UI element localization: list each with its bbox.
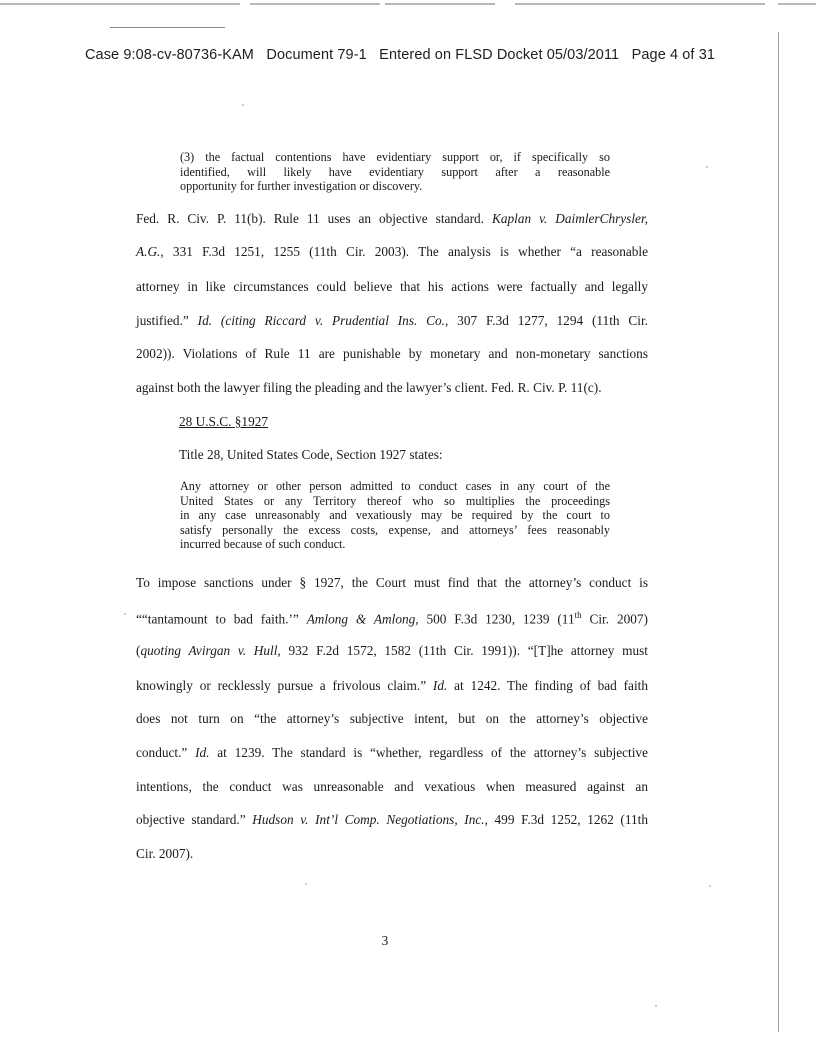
blockquote-line: incurred because of such conduct.	[180, 537, 346, 552]
text-line: attorney in like circumstances could believe that his actions were factually and legally	[136, 279, 648, 294]
text-line: Fed. R. Civ. P. 11(b). Rule 11 uses an objective standard. Kaplan v. DaimlerChrysler,	[136, 211, 648, 226]
page-edge-line	[778, 32, 779, 1032]
text-line: A.G., 331 F.3d 1251, 1255 (11th Cir. 2003). The analysis is whether “a reasonable	[136, 244, 648, 259]
text-line: does not turn on “the attorney’s subjective intent, but on the attorney’s objective	[136, 711, 648, 726]
blockquote-line: United States or any Territory thereof who so multiplies the proceedings	[180, 493, 610, 508]
text-line: intentions, the conduct was unreasonable and vexatious when measured against an	[136, 779, 648, 794]
section-heading: 28 U.S.C. §1927	[179, 414, 269, 429]
text-line: To impose sanctions under § 1927, the Court must find that the attorney’s conduct is	[136, 575, 648, 590]
scan-speck	[124, 613, 126, 615]
court-header: Case 9:08-cv-80736-KAM Document 79-1 Entered on FLSD Docket 05/03/2011 Page 4 of 31	[84, 47, 716, 63]
blockquote-1927	[180, 479, 610, 552]
scan-speck	[305, 883, 307, 885]
page-number: 3	[381, 933, 389, 948]
blockquote-line: identified, will likely have evidentiary support after a reasonable	[180, 164, 610, 179]
text-line: justified.” Id. (citing Riccard v. Prudential Ins. Co., 307 F.3d 1277, 1294 (11th Cir.	[136, 313, 648, 328]
blockquote-line: opportunity for further investigation or discovery.	[180, 179, 423, 194]
scan-speck	[655, 1005, 657, 1007]
scan-speck	[706, 166, 708, 168]
text-line: Cir. 2007).	[136, 846, 194, 861]
text-line: knowingly or recklessly pursue a frivolous claim.” Id. at 1242. The finding of bad faith	[136, 678, 648, 693]
lead-in-text: Title 28, United States Code, Section 1927 states:	[179, 447, 443, 462]
blockquote-line: satisfy personally the excess costs, expense, and attorneys’ fees reasonably	[180, 522, 610, 537]
scan-speck	[709, 885, 711, 887]
text-line: (quoting Avirgan v. Hull, 932 F.2d 1572, 1582 (11th Cir. 1991)). “[T]he attorney must	[136, 643, 648, 658]
text-line: against both the lawyer filing the pleading and the lawyer’s client. Fed. R. Civ. P. 11(c).	[136, 380, 602, 395]
text-line: 2002)). Violations of Rule 11 are punishable by monetary and non-monetary sanctions	[136, 346, 648, 361]
text-line: ““tantamount to bad faith.’” Amlong & Amlong, 500 F.3d 1230, 1239 (11th Cir. 2007)	[136, 610, 648, 627]
text-line: conduct.” Id. at 1239. The standard is “whether, regardless of the attorney’s subjective	[136, 745, 648, 760]
blockquote-line: in any case unreasonably and vexatiously may be required by the court to	[180, 508, 610, 523]
blockquote-line: (3) the factual contentions have evidentiary support or, if specifically so	[180, 150, 610, 164]
scan-rule	[110, 27, 225, 28]
scan-artifact-top	[0, 0, 816, 12]
blockquote-line: Any attorney or other person admitted to conduct cases in any court of the	[180, 479, 610, 493]
blockquote-rule-11	[180, 150, 610, 194]
scan-speck	[242, 104, 244, 106]
text-line: objective standard.” Hudson v. Int’l Comp. Negotiations, Inc., 499 F.3d 1252, 1262 (11th	[136, 812, 649, 827]
